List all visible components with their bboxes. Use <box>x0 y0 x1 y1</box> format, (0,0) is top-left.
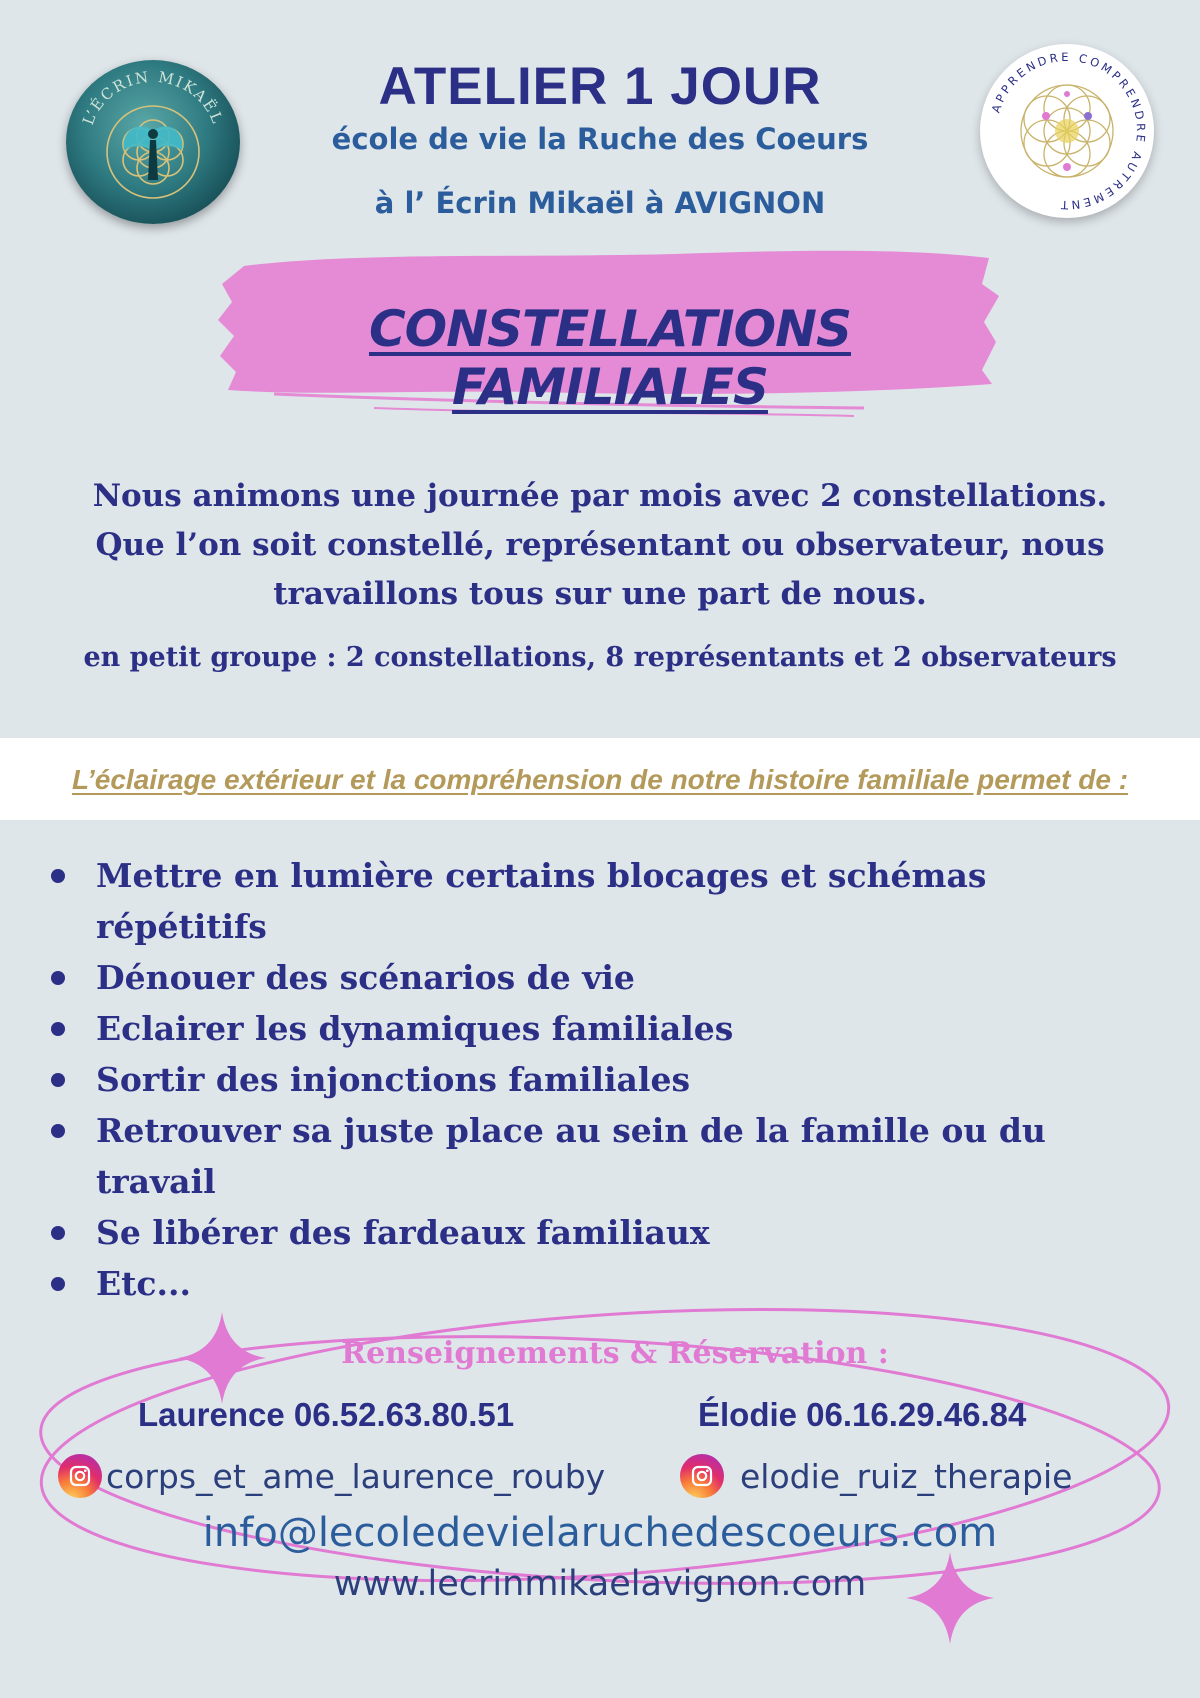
instagram-icon <box>58 1454 102 1498</box>
location-subtitle: à l’ Écrin Mikaël à AVIGNON <box>374 186 826 220</box>
list-item <box>46 850 1166 952</box>
bullet-icon <box>51 869 65 883</box>
instagram-icon <box>680 1454 724 1498</box>
school-subtitle: école de vie la Ruche des Coeurs <box>331 122 869 156</box>
logo-ring-text: L’ÉCRIN MIKAËL <box>79 67 227 128</box>
list-item <box>46 1054 1166 1105</box>
apprendre-comprendre-logo <box>980 44 1154 218</box>
list-item-text: Retrouver sa juste place au sein de la famille ou du travail <box>96 1111 1046 1201</box>
list-item-text: Etc... <box>96 1264 191 1303</box>
intro-line: travaillons tous sur une part de nous. <box>273 576 927 612</box>
list-item-text: Dénouer des scénarios de vie <box>96 958 635 997</box>
flower-of-life-icon <box>66 60 240 224</box>
elodie-instagram-link[interactable] <box>680 1454 1072 1498</box>
website-link[interactable]: www.lecrinmikaelavignon.com <box>333 1564 867 1604</box>
intro-line: Que l’on soit constellé, représentant ou observateur, nous <box>95 527 1105 563</box>
workshop-title: CONSTELLATIONS FAMILIALES <box>368 300 852 416</box>
intro-paragraph <box>40 472 1160 619</box>
instagram-handle: corps_et_ame_laurence_rouby <box>106 1456 606 1496</box>
laurence-phone[interactable]: Laurence 06.52.63.80.51 <box>138 1396 515 1433</box>
bullet-icon <box>51 1124 65 1138</box>
laurence-instagram-link[interactable] <box>58 1454 605 1498</box>
group-info: en petit groupe : 2 constellations, 8 représentants et 2 observateurs <box>83 642 1117 673</box>
list-item <box>46 1105 1166 1207</box>
seed-of-life-icon <box>980 44 1154 218</box>
list-item-text: Mettre en lumière certains blocages et schémas répétitifs <box>96 856 987 946</box>
list-item <box>46 952 1166 1003</box>
band-heading: L’éclairage extérieur et la compréhension de notre histoire familiale permet de : <box>71 764 1129 795</box>
logo-ring-text: APPRENDRE COMPRENDRE AUTREMENT <box>988 49 1149 213</box>
ecrin-mikael-logo <box>66 60 240 224</box>
list-item-text: Sortir des injonctions familiales <box>96 1060 691 1099</box>
benefits-list <box>46 850 1166 1309</box>
contact-heading: Renseignements & Réservation : <box>341 1336 889 1371</box>
page-title: ATELIER 1 JOUR <box>378 57 822 116</box>
list-item-text: Eclairer les dynamiques familiales <box>96 1009 734 1048</box>
sparkle-icon <box>178 1312 266 1404</box>
bullet-icon <box>51 971 65 985</box>
intro-line: Nous animons une journée par mois avec 2 constellations. <box>92 478 1108 514</box>
list-item-text: Se libérer des fardeaux familiaux <box>96 1213 710 1252</box>
instagram-handle: elodie_ruiz_therapie <box>740 1456 1073 1496</box>
svg-text:L’ÉCRIN MIKAËL <box>79 68 227 128</box>
bullet-icon <box>51 1022 65 1036</box>
list-item <box>46 1003 1166 1054</box>
email-link[interactable]: info@lecoledevielaruchedescoeurs.com <box>202 1510 998 1556</box>
list-item <box>46 1207 1166 1258</box>
bullet-icon <box>51 1226 65 1240</box>
bullet-icon <box>51 1277 65 1291</box>
elodie-phone[interactable]: Élodie 06.16.29.46.84 <box>698 1396 1027 1433</box>
bullet-icon <box>51 1073 65 1087</box>
